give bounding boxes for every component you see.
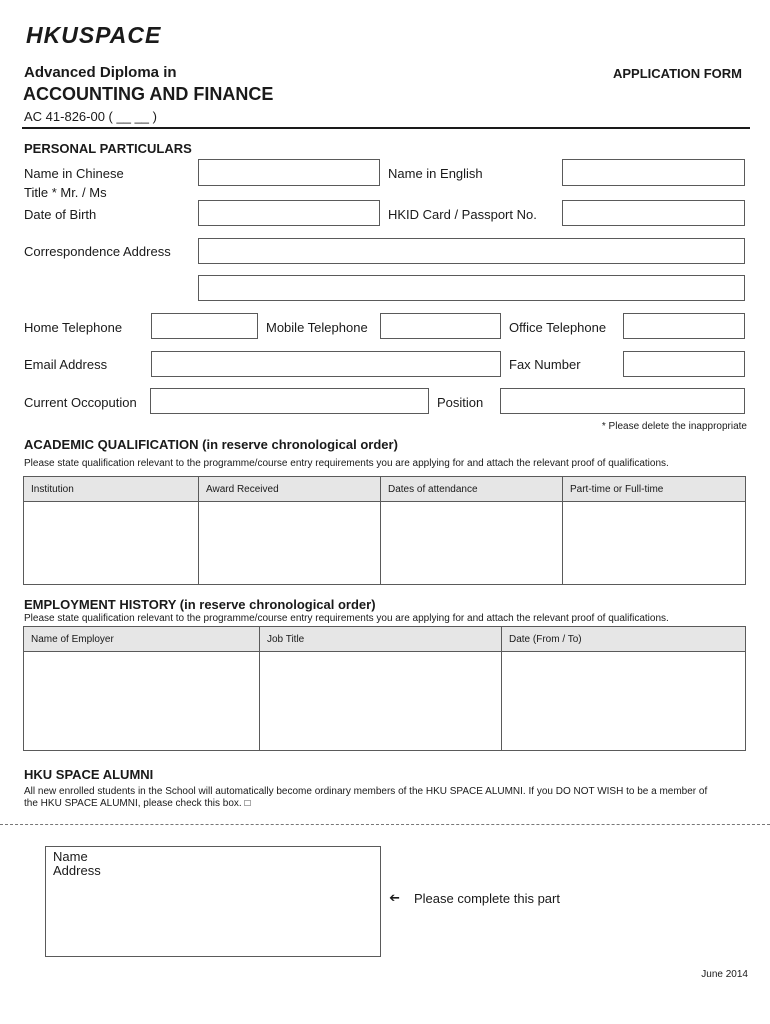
mode-cell[interactable] bbox=[563, 502, 746, 585]
mailing-name-label: Name bbox=[53, 849, 88, 864]
col-employer: Name of Employer bbox=[24, 627, 260, 652]
home-tel-field[interactable] bbox=[151, 313, 258, 339]
alumni-text-line2-label: the HKU SPACE ALUMNI, please check this box. bbox=[24, 798, 242, 809]
office-tel-label: Office Telephone bbox=[509, 320, 607, 335]
dates-cell[interactable] bbox=[381, 502, 563, 585]
col-job-title: Job Title bbox=[260, 627, 502, 652]
alumni-text-line2 bbox=[24, 798, 251, 809]
name-chinese-label: Name in Chinese bbox=[24, 166, 124, 181]
academic-heading: ACADEMIC QUALIFICATION (in reserve chronological order) bbox=[24, 437, 398, 452]
revision-date: June 2014 bbox=[701, 969, 748, 980]
employment-heading: EMPLOYMENT HISTORY (in reserve chronological order) bbox=[24, 597, 376, 612]
hkid-label: HKID Card / Passport No. bbox=[388, 207, 537, 222]
programme-line1: Advanced Diploma in bbox=[24, 64, 177, 81]
job-title-cell[interactable] bbox=[260, 652, 502, 751]
occupation-field[interactable] bbox=[150, 388, 429, 414]
employment-header-row bbox=[24, 627, 746, 652]
occupation-label: Current Occopution bbox=[24, 395, 137, 410]
alumni-heading: HKU SPACE ALUMNI bbox=[24, 767, 154, 782]
employment-table bbox=[23, 626, 746, 751]
name-english-field[interactable] bbox=[562, 159, 745, 186]
award-cell[interactable] bbox=[199, 502, 381, 585]
personal-heading: PERSONAL PARTICULARS bbox=[24, 141, 192, 156]
form-type: APPLICATION FORM bbox=[612, 66, 742, 81]
address-field-line1[interactable] bbox=[198, 238, 745, 264]
position-field[interactable] bbox=[500, 388, 745, 414]
date-range-cell[interactable] bbox=[502, 652, 746, 751]
mobile-tel-field[interactable] bbox=[380, 313, 501, 339]
name-english-label: Name in English bbox=[388, 166, 483, 181]
dob-field[interactable] bbox=[198, 200, 380, 226]
email-label: Email Address bbox=[24, 357, 108, 372]
arrow-left-icon: ➔ bbox=[389, 890, 400, 905]
fax-field[interactable] bbox=[623, 351, 745, 377]
hkuspace-logo bbox=[24, 24, 206, 51]
col-mode: Part-time or Full-time bbox=[563, 477, 746, 502]
academic-header-row bbox=[24, 477, 746, 502]
employment-instruction: Please state qualification relevant to the programme/course entry requirements you are applying for and attach the relevant proof of qualifications. bbox=[24, 613, 669, 624]
employer-cell[interactable] bbox=[24, 652, 260, 751]
col-award: Award Received bbox=[199, 477, 381, 502]
title-label: Title * Mr. / Ms bbox=[24, 185, 107, 200]
academic-instruction: Please state qualification relevant to the programme/course entry requirements you are applying for and attach the relevant proof of qualifications. bbox=[24, 458, 669, 469]
fax-label: Fax Number bbox=[509, 357, 581, 372]
email-field[interactable] bbox=[151, 351, 501, 377]
hkid-field[interactable] bbox=[562, 200, 745, 226]
academic-table bbox=[23, 476, 746, 585]
logo-text: HKUSPACE bbox=[26, 24, 162, 46]
complete-part-note: Please complete this part bbox=[414, 891, 560, 906]
name-chinese-field[interactable] bbox=[198, 159, 380, 186]
mailing-address-box[interactable] bbox=[45, 846, 381, 957]
dob-label: Date of Birth bbox=[24, 207, 97, 222]
col-institution: Institution bbox=[24, 477, 199, 502]
header-divider bbox=[22, 127, 750, 129]
alumni-opt-out-checkbox[interactable]: □ bbox=[244, 798, 251, 809]
office-tel-field[interactable] bbox=[623, 313, 745, 339]
employment-entry-row[interactable] bbox=[24, 652, 746, 751]
col-dates: Dates of attendance bbox=[381, 477, 563, 502]
position-label: Position bbox=[437, 395, 484, 410]
programme-code: AC 41-826-00 ( __ __ ) bbox=[24, 109, 157, 124]
cut-line bbox=[0, 824, 770, 825]
institution-cell[interactable] bbox=[24, 502, 199, 585]
programme-title: ACCOUNTING AND FINANCE bbox=[23, 84, 274, 104]
academic-entry-row[interactable] bbox=[24, 502, 746, 585]
delete-note: * Please delete the inappropriate bbox=[601, 421, 747, 432]
address-label: Correspondence Address bbox=[24, 244, 171, 259]
address-field-line2[interactable] bbox=[198, 275, 745, 301]
col-date-range: Date (From / To) bbox=[502, 627, 746, 652]
alumni-text-line1: All new enrolled students in the School will automatically become ordinary members of the HKU SPACE ALUMNI. If you DO NOT WISH to be a member of bbox=[24, 786, 708, 797]
home-tel-label: Home Telephone bbox=[24, 320, 123, 335]
mailing-address-label: Address bbox=[53, 863, 101, 878]
mobile-tel-label: Mobile Telephone bbox=[266, 320, 368, 335]
